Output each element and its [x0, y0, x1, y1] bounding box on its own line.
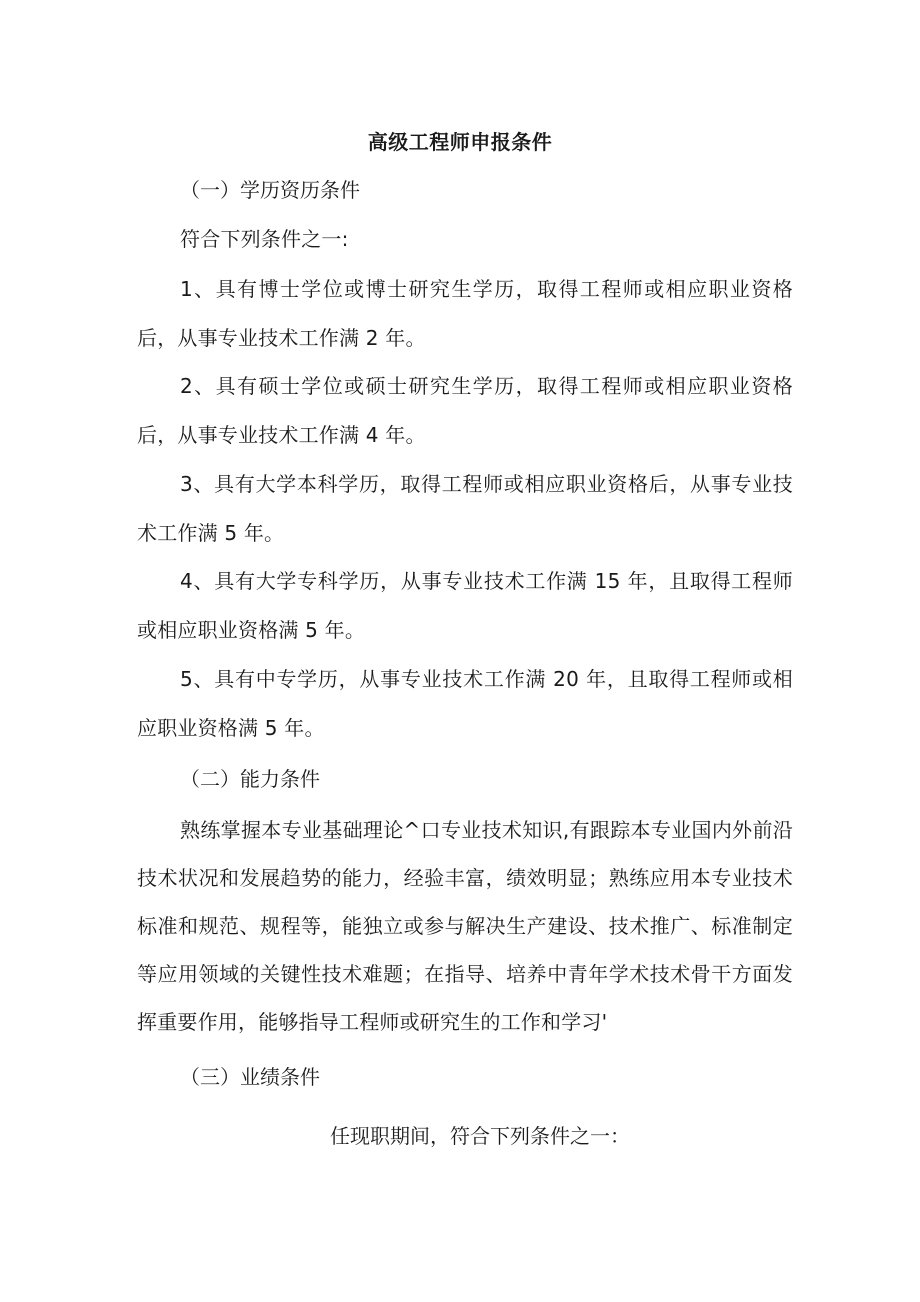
list-item: 5、具有中专学历，从事专业技术工作满 20 年，且取得工程师或相应职业资格满 5 年。: [137, 667, 793, 740]
list-item: 1、具有博士学位或博士研究生学历，取得工程师或相应职业资格后，从事专业技术工作满 2 年。: [137, 277, 793, 350]
list-item: 2、具有硕士学位或硕士研究生学历，取得工程师或相应职业资格后，从事专业技术工作满 4 年。: [137, 374, 793, 447]
list-item: 3、具有大学本科学历，取得工程师或相应职业资格后，从事专业技术工作满 5 年。: [137, 472, 793, 545]
list-item: 4、具有大学专科学历，从事专业技术工作满 15 年，且取得工程师或相应职业资格满 5 年。: [137, 569, 793, 642]
section-intro-education: 符合下列条件之一:: [180, 227, 349, 251]
section-heading-education: （一）学历资历条件: [180, 178, 360, 202]
section-body-ability: 熟练掌握本专业基础理论^口专业技术知识,有跟踪本专业国内外前沿技术状况和发展趋势的能力，经验丰富，绩效明显；熟练应用本专业技术标准和规范、规程等，能独立或参与解决生产建设、技术推广、标准制定等应用领域的关键性技术难题；在指导、培养中青年学术技术骨干方面发挥重要作用，能够指导工程师或研究生的工作和学习': [137, 818, 793, 1034]
section-heading-ability: （二）能力条件: [180, 767, 320, 791]
section-heading-performance: （三）业绩条件: [180, 1065, 320, 1089]
document-title: 高级工程师申报条件: [367, 130, 553, 154]
section-intro-performance: 任现职期间，符合下列条件之一：: [330, 1124, 630, 1148]
